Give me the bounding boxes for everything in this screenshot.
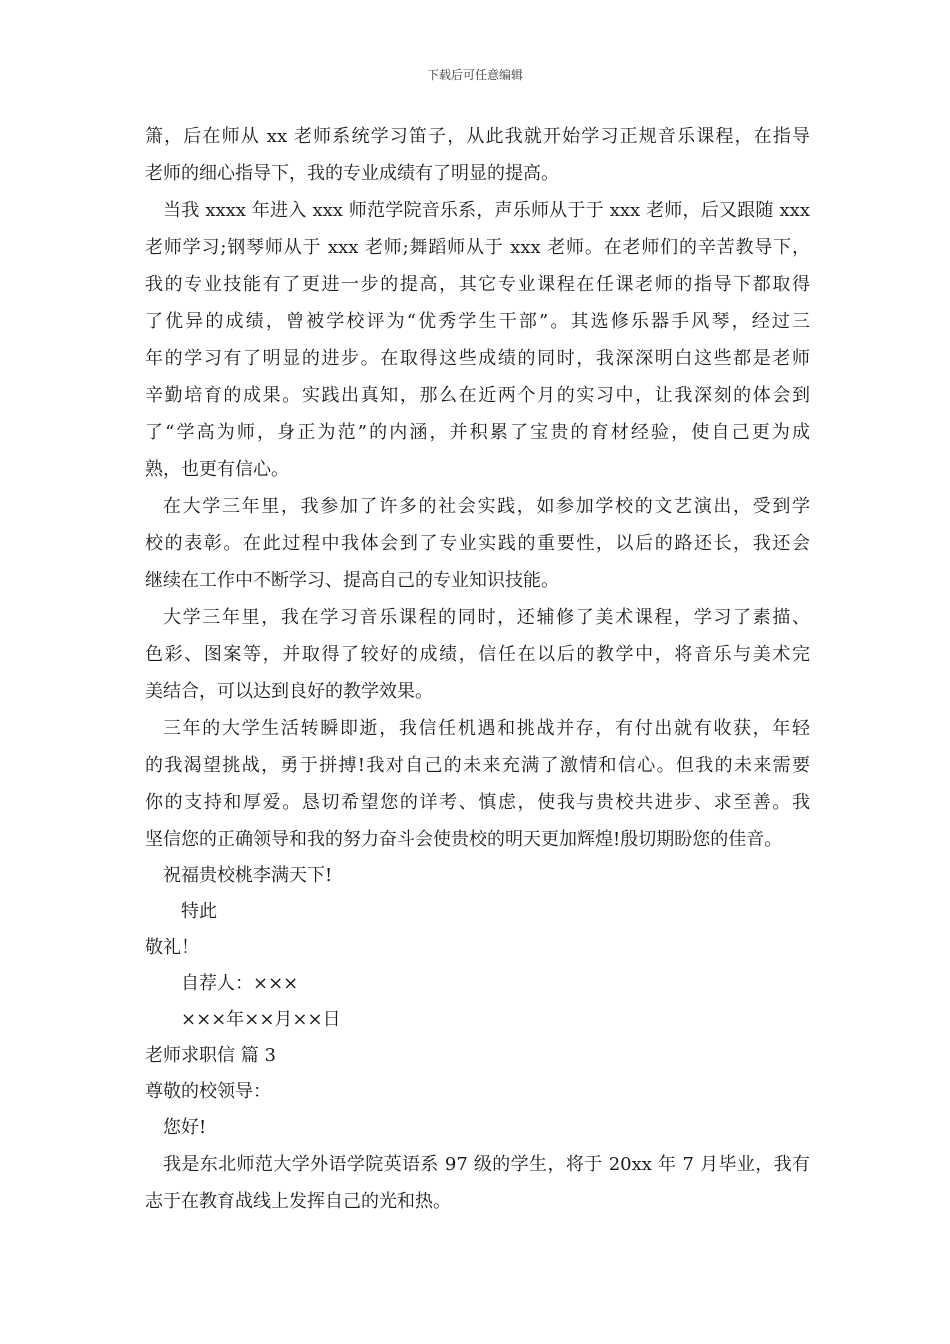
paragraph-line: 在大学三年里，我参加了许多的社会实践，如参加学校的文艺演出，受到学 [163,496,810,517]
closing-tezi: 特此 [181,901,217,922]
paragraph-line: 你的支持和厚爱。恳切希望您的详考、慎虑，使我与贵校共进步、求至善。我 [145,792,810,813]
paragraph-line: 美结合，可以达到良好的教学效果。 [145,681,433,702]
salutation: 尊敬的校领导： [145,1081,271,1102]
paragraph-line: 老师的细心指导下，我的专业成绩有了明显的提高。 [145,163,559,184]
signature-date: ×××年××月××日 [181,1009,341,1030]
paragraph-line: 大学三年里，我在学习音乐课程的同时，还辅修了美术课程，学习了素描、 [163,607,810,628]
paragraph-line: 坚信您的正确领导和我的努力奋斗会使贵校的明天更加辉煌!殷切期盼您的佳音。 [145,829,783,850]
page-header: 下载后可任意编辑 [426,68,523,82]
closing-blessing: 祝福贵校桃李满天下! [163,865,333,886]
paragraph-line: 了“学高为师，身正为范”的内涵，并积累了宝贵的育材经验，使自己更为成 [145,422,810,443]
paragraph-line: 熟，也更有信心。 [145,459,289,480]
paragraph-line: 我是东北师范大学外语学院英语系 97 级的学生，将于 20xx 年 7 月毕业，我有 [163,1154,810,1175]
paragraph-line: 箫，后在师从 xx 老师系统学习笛子，从此我就开始学习正规音乐课程，在指导 [145,126,810,147]
paragraph-line: 老师学习;钢琴师从于 xxx 老师;舞蹈师从于 xxx 老师。在老师们的辛苦教导下， [145,237,810,258]
paragraph-line: 志于在教育战线上发挥自己的光和热。 [145,1191,451,1212]
paragraph-line: 当我 xxxx 年进入 xxx 师范学院音乐系，声乐师从于于 xxx 老师，后又跟随 xxx [163,200,810,221]
signature-recommender: 自荐人：××× [181,973,299,994]
greeting: 您好! [163,1117,207,1138]
paragraph-line: 的我渴望挑战，勇于拼搏!我对自己的未来充满了激情和信心。但我的未来需要 [145,755,810,776]
section-title: 老师求职信 篇 3 [145,1045,276,1066]
paragraph-line: 校的表彰。在此过程中我体会到了专业实践的重要性，以后的路还长，我还会 [145,533,810,554]
paragraph-line: 我的专业技能有了更进一步的提高，其它专业课程在任课老师的指导下都取得 [145,274,810,295]
paragraph-line: 年的学习有了明显的进步。在取得这些成绩的同时，我深深明白这些都是老师 [145,348,810,369]
document-body [145,118,810,1220]
paragraph-line: 继续在工作中不断学习、提高自己的专业知识技能。 [145,570,559,591]
paragraph-line: 色彩、图案等，并取得了较好的成绩，信任在以后的教学中，将音乐与美术完 [145,644,810,665]
paragraph-line: 三年的大学生活转瞬即逝，我信任机遇和挑战并存，有付出就有收获，年轻 [163,718,810,739]
paragraph-line: 了优异的成绩，曾被学校评为“优秀学生干部”。其选修乐器手风琴，经过三 [145,311,810,332]
paragraph-line: 辛勤培育的成果。实践出真知，那么在近两个月的实习中，让我深刻的体会到 [145,385,810,406]
closing-jingli: 敬礼！ [145,937,199,958]
